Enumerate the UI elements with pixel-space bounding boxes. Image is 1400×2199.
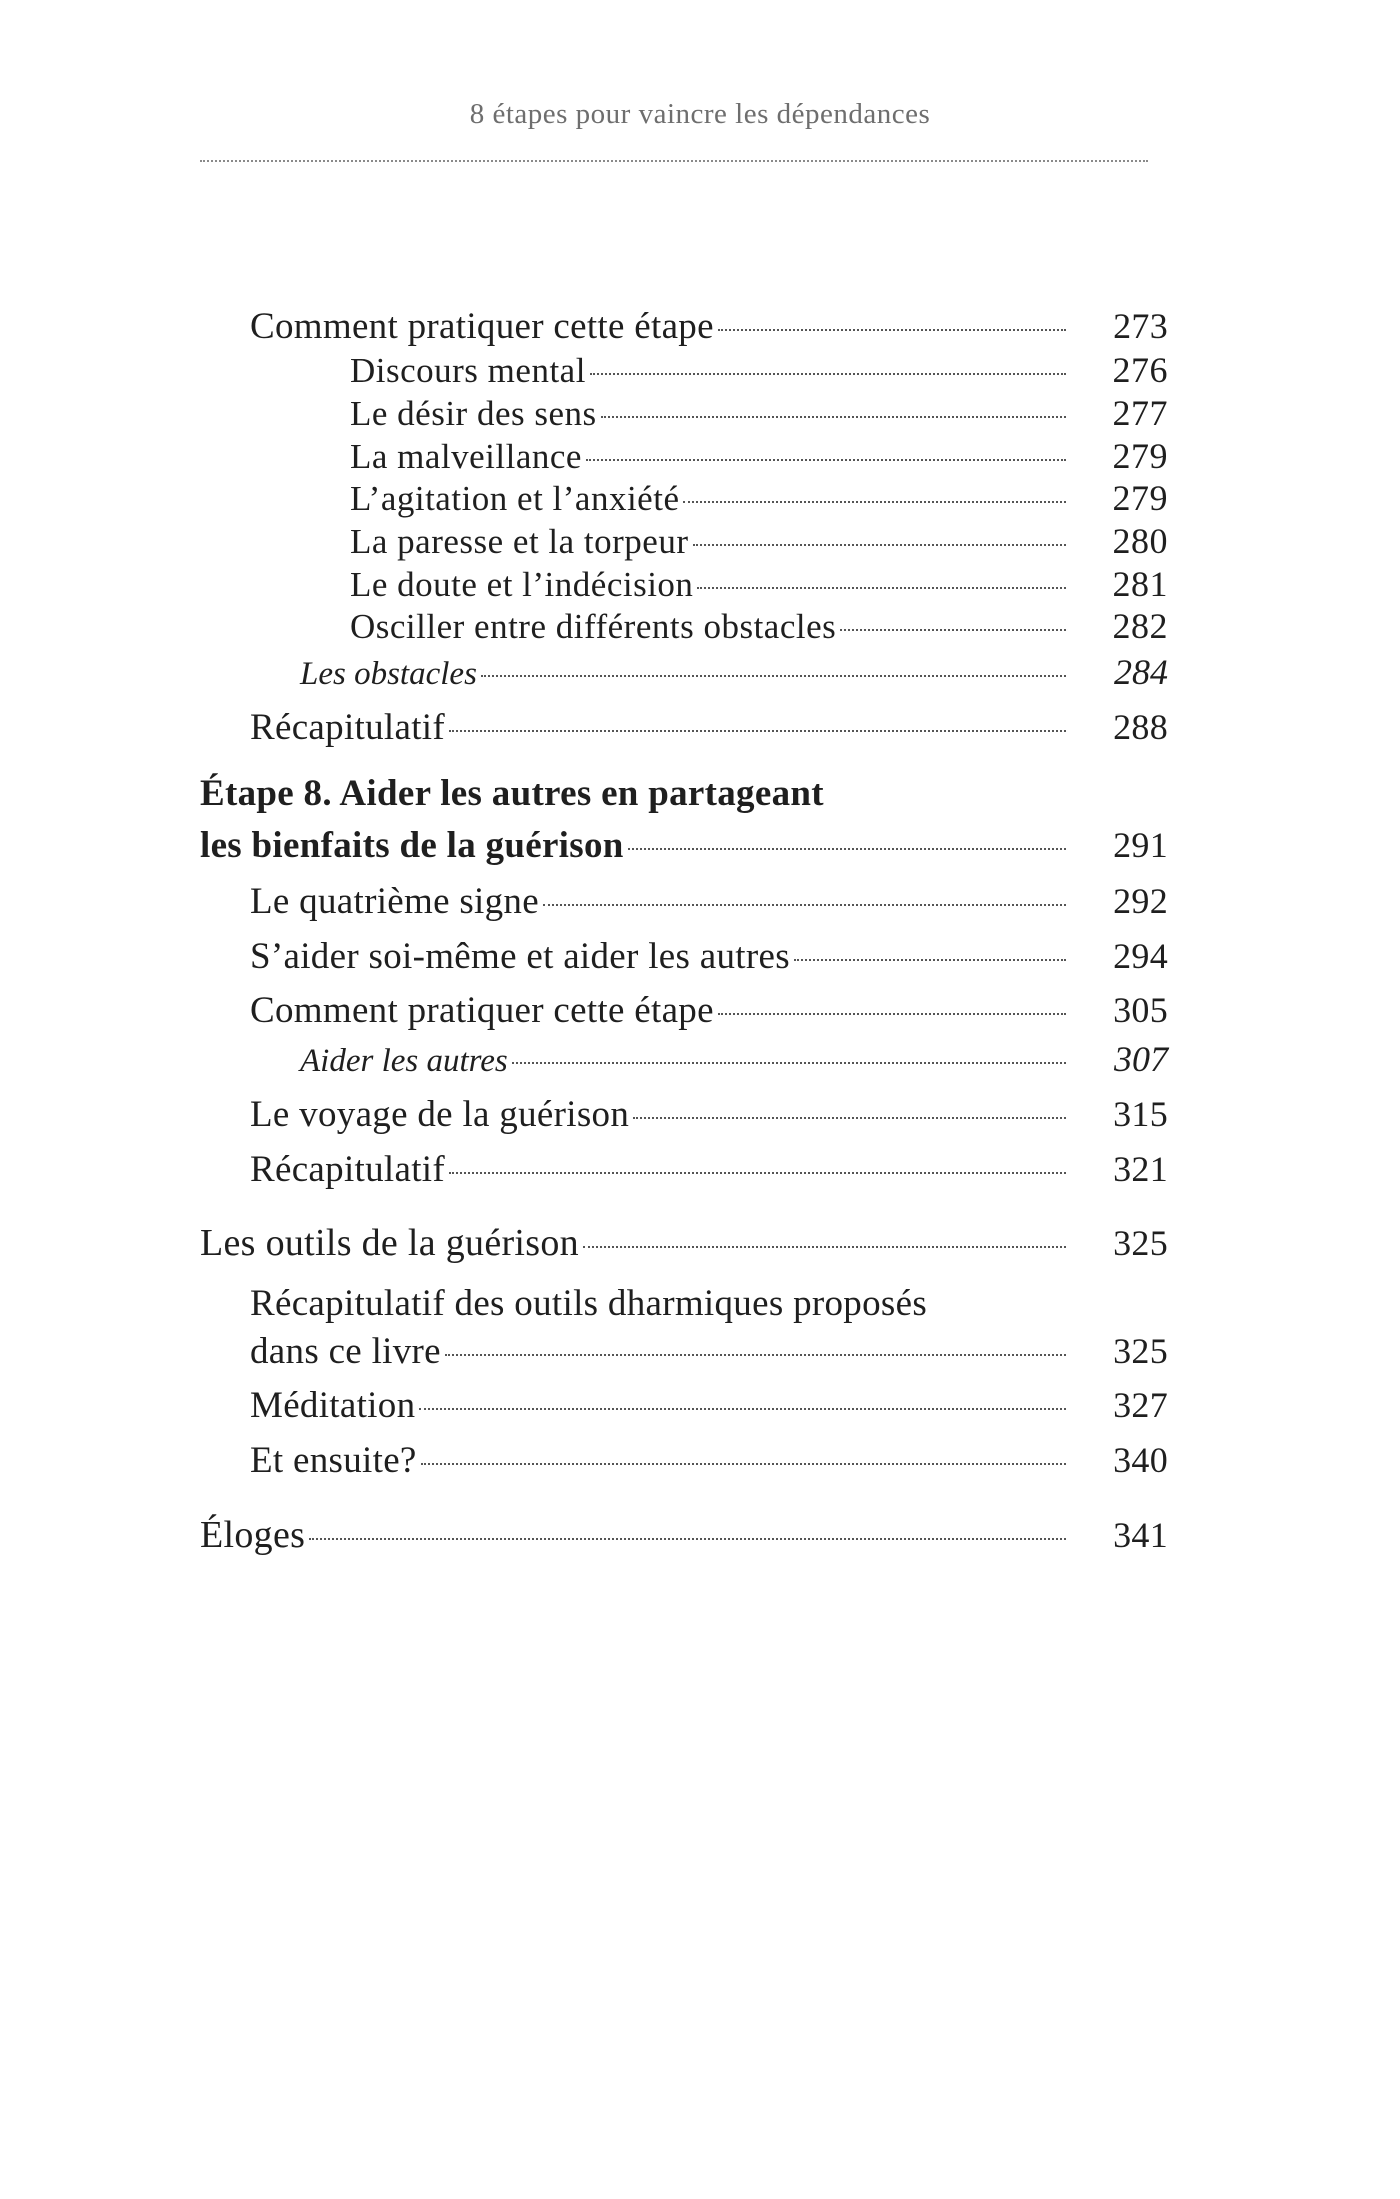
dot-leader [449,1172,1066,1174]
toc-entry[interactable] [200,1221,1168,1269]
toc-entry[interactable] [250,706,1168,754]
toc-entry[interactable] [250,1093,1168,1141]
toc-entry-page: 279 [1112,478,1168,518]
dot-leader [628,848,1066,850]
dot-leader [601,416,1066,418]
toc-entry-label: S’aider soi-même et aider les autres [250,936,790,977]
dot-leader [543,904,1066,906]
toc-chapter-entry[interactable] [200,824,1168,872]
toc-entry-page: 276 [1112,350,1168,390]
dot-leader [718,329,1066,331]
toc-entry-label: Les outils de la guérison [200,1222,579,1264]
toc-entry[interactable] [300,651,1168,699]
running-head: 8 étapes pour vaincre les dépendances [469,98,931,130]
toc-entry[interactable] [250,1148,1168,1196]
toc-entry-label: les bienfaits de la guérison [200,825,624,866]
chapter-title-line: Étape 8. Aider les autres en partageant [200,773,824,814]
toc-entry[interactable] [350,392,1168,440]
toc-entry-page: 307 [1114,1039,1168,1079]
toc-entry-label: La paresse et la torpeur [350,522,689,561]
toc-entry-page: 325 [1113,1331,1168,1371]
toc-entry-label: Le voyage de la guérison [250,1094,630,1135]
toc-entry-first-line: Récapitulatif des outils dharmiques proposés [250,1283,928,1324]
toc-entry-label: Aider les autres [300,1043,508,1079]
toc-entry-label: L’agitation et l’anxiété [350,479,680,518]
toc-entry[interactable] [350,349,1168,397]
toc-entry[interactable] [350,477,1168,525]
toc-entry-label: Le quatrième signe [250,881,539,922]
toc-entry[interactable] [300,1038,1168,1086]
toc-entry-label: Récapitulatif [250,707,445,748]
toc-entry-label: Comment pratiquer cette étape [250,990,714,1031]
toc-entry-page: 325 [1113,1223,1168,1263]
dot-leader [683,501,1066,503]
toc-entry[interactable] [250,305,1168,353]
toc-entry-page: 281 [1112,564,1168,604]
toc-entry[interactable] [250,1439,1168,1487]
toc-entry-page: 277 [1112,393,1168,433]
toc-entry[interactable] [350,435,1168,483]
dot-leader [419,1408,1066,1410]
toc-entry-label: Le désir des sens [350,394,597,433]
toc-entry-label: Éloges [200,1514,306,1556]
dot-leader [583,1246,1066,1248]
dot-leader [697,587,1066,589]
toc-entry-page: 284 [1114,652,1168,692]
toc-entry-page: 340 [1113,1440,1168,1480]
toc-entry[interactable] [250,935,1168,983]
toc-entry-label: Comment pratiquer cette étape [250,306,714,347]
toc-entry-page: 288 [1113,707,1168,747]
toc-entry[interactable] [250,1330,1168,1378]
toc-entry[interactable] [350,563,1168,611]
toc-entry-page: 279 [1112,436,1168,476]
toc-entry-label: Osciller entre différents obstacles [350,607,837,646]
toc-entry-label: dans ce livre [250,1331,441,1372]
toc-entry-label: La malveillance [350,437,582,476]
dot-leader [445,1354,1066,1356]
toc-entry-page: 273 [1113,306,1168,346]
toc-entry-page: 291 [1113,825,1168,865]
toc-entry-label: Et ensuite? [250,1440,417,1481]
toc-entry-label: Méditation [250,1385,416,1426]
toc-entry[interactable] [250,1384,1168,1432]
toc-entry[interactable] [250,989,1168,1037]
toc-entry-page: 305 [1113,990,1168,1030]
dot-leader [309,1538,1066,1540]
toc-entry[interactable] [250,880,1168,928]
toc-entry-page: 321 [1113,1149,1168,1189]
dot-leader [590,373,1066,375]
toc-entry-page: 282 [1112,606,1168,646]
toc-entry[interactable] [350,605,1168,653]
dot-leader [586,459,1066,461]
toc-entry-label: Récapitulatif [250,1149,445,1190]
toc-entry-page: 292 [1113,881,1168,921]
toc-entry[interactable] [350,520,1168,568]
dot-leader [633,1117,1066,1119]
dot-leader [693,544,1066,546]
toc-entry-label: Le doute et l’indécision [350,565,694,604]
toc-entry-page: 315 [1113,1094,1168,1134]
dot-leader [421,1463,1066,1465]
toc-entry-page: 280 [1112,521,1168,561]
dot-leader [512,1062,1066,1064]
toc-entry-label: Les obstacles [300,656,477,692]
dot-leader [449,730,1066,732]
toc-entry-page: 327 [1113,1385,1168,1425]
toc-entry-page: 341 [1113,1515,1168,1555]
toc-entry-page: 294 [1113,936,1168,976]
dot-leader [794,959,1066,961]
dot-leader [840,629,1066,631]
dot-leader [481,675,1066,677]
toc-entry-label: Discours mental [350,351,586,390]
dot-leader [718,1013,1066,1015]
toc-entry[interactable] [200,1513,1168,1561]
